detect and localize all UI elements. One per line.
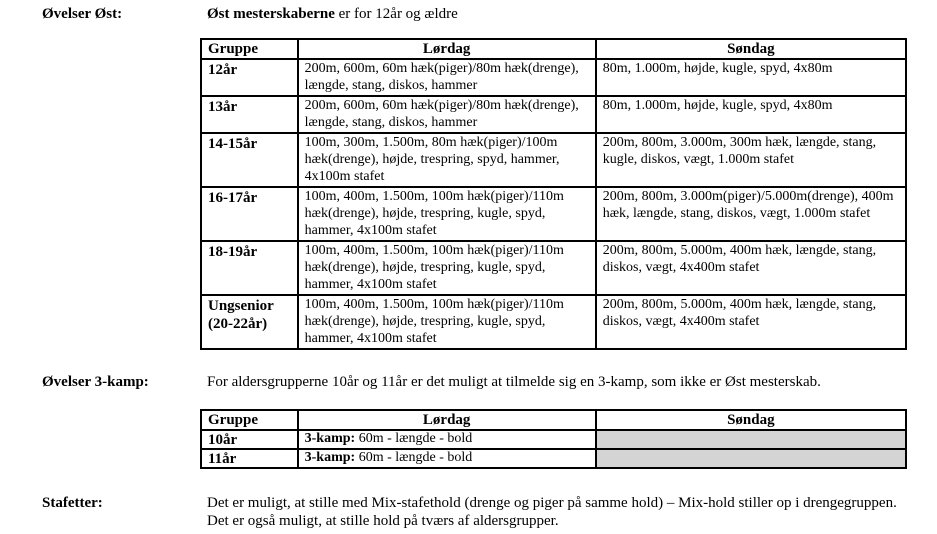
trekamp-events: 60m - længde - bold bbox=[355, 450, 473, 465]
table-header-row bbox=[201, 410, 906, 430]
header-sunday: Søndag bbox=[596, 410, 906, 430]
saturday-cell: 100m, 400m, 1.500m, 100m hæk(piger)/110m hæk(drenge), højde, trespring, kugle, spyd, hammer, 4x100m stafet bbox=[298, 295, 596, 349]
group-cell: 14-15år bbox=[201, 133, 298, 187]
group-cell: 13år bbox=[201, 96, 298, 133]
header-group: Gruppe bbox=[201, 410, 298, 430]
saturday-cell: 100m, 400m, 1.500m, 100m hæk(piger)/110m hæk(drenge), højde, trespring, kugle, spyd, hammer, 4x100m stafet bbox=[298, 187, 596, 241]
group-cell: 12år bbox=[201, 59, 298, 96]
ost-label: Øvelser Øst: bbox=[42, 6, 123, 22]
ost-schedule-table bbox=[200, 38, 907, 350]
trekamp-intro: For aldersgrupperne 10år og 11år er det muligt at tilmelde sig en 3-kamp, som ikke er Øst mesterskab. bbox=[207, 374, 821, 390]
saturday-cell: 100m, 400m, 1.500m, 100m hæk(piger)/110m hæk(drenge), højde, trespring, kugle, spyd, hammer, 4x100m stafet bbox=[298, 241, 596, 295]
stafetter-label: Stafetter: bbox=[42, 495, 103, 511]
sunday-cell: 200m, 800m, 5.000m, 400m hæk, længde, stang, diskos, vægt, 4x400m stafet bbox=[596, 295, 906, 349]
saturday-cell bbox=[298, 449, 596, 468]
table-row bbox=[201, 59, 906, 96]
table-row bbox=[201, 96, 906, 133]
header-saturday: Lørdag bbox=[298, 39, 596, 59]
sunday-cell-empty bbox=[596, 449, 906, 468]
saturday-cell: 100m, 300m, 1.500m, 80m hæk(piger)/100m hæk(drenge), højde, trespring, spyd, hammer, 4x100m stafet bbox=[298, 133, 596, 187]
saturday-cell bbox=[298, 430, 596, 449]
table-row bbox=[201, 133, 906, 187]
ost-intro-bold: Øst mesterskaberne bbox=[207, 6, 335, 22]
saturday-cell: 200m, 600m, 60m hæk(piger)/80m hæk(drenge), længde, stang, diskos, hammer bbox=[298, 59, 596, 96]
table-header-row bbox=[201, 39, 906, 59]
sunday-cell: 200m, 800m, 5.000m, 400m hæk, længde, stang, diskos, vægt, 4x400m stafet bbox=[596, 241, 906, 295]
header-saturday: Lørdag bbox=[298, 410, 596, 430]
table-row bbox=[201, 430, 906, 449]
table-row bbox=[201, 295, 906, 349]
table-row bbox=[201, 187, 906, 241]
sunday-cell: 200m, 800m, 3.000m(piger)/5.000m(drenge), 400m hæk, længde, stang, diskos, vægt, 1.000m stafet bbox=[596, 187, 906, 241]
group-cell: 11år bbox=[201, 449, 298, 468]
group-cell: 10år bbox=[201, 430, 298, 449]
sunday-cell: 200m, 800m, 3.000m, 300m hæk, længde, stang, kugle, diskos, vægt, 1.000m stafet bbox=[596, 133, 906, 187]
stafetter-text: Det er muligt, at stille med Mix-stafethold (drenge og piger på samme hold) – Mix-hold stiller op i drengegruppen. Det er også muligt, at stille hold på tværs af aldersgrupper. bbox=[207, 495, 897, 529]
trekamp-events: 60m - længde - bold bbox=[355, 431, 473, 446]
header-group: Gruppe bbox=[201, 39, 298, 59]
ost-intro bbox=[207, 5, 458, 23]
trekamp-label: Øvelser 3-kamp: bbox=[42, 374, 149, 390]
sunday-cell-empty bbox=[596, 430, 906, 449]
table-row bbox=[201, 449, 906, 468]
trekamp-schedule-table bbox=[200, 409, 907, 469]
trekamp-bold: 3-kamp: bbox=[304, 431, 356, 446]
table-row bbox=[201, 241, 906, 295]
group-cell: Ungsenior (20-22år) bbox=[201, 295, 298, 349]
saturday-cell: 200m, 600m, 60m hæk(piger)/80m hæk(drenge), længde, stang, diskos, hammer bbox=[298, 96, 596, 133]
sunday-cell: 80m, 1.000m, højde, kugle, spyd, 4x80m bbox=[596, 96, 906, 133]
group-cell: 18-19år bbox=[201, 241, 298, 295]
sunday-cell: 80m, 1.000m, højde, kugle, spyd, 4x80m bbox=[596, 59, 906, 96]
ost-intro-rest: er for 12år og ældre bbox=[334, 6, 458, 22]
group-cell: 16-17år bbox=[201, 187, 298, 241]
trekamp-bold: 3-kamp: bbox=[304, 450, 356, 465]
header-sunday: Søndag bbox=[596, 39, 906, 59]
